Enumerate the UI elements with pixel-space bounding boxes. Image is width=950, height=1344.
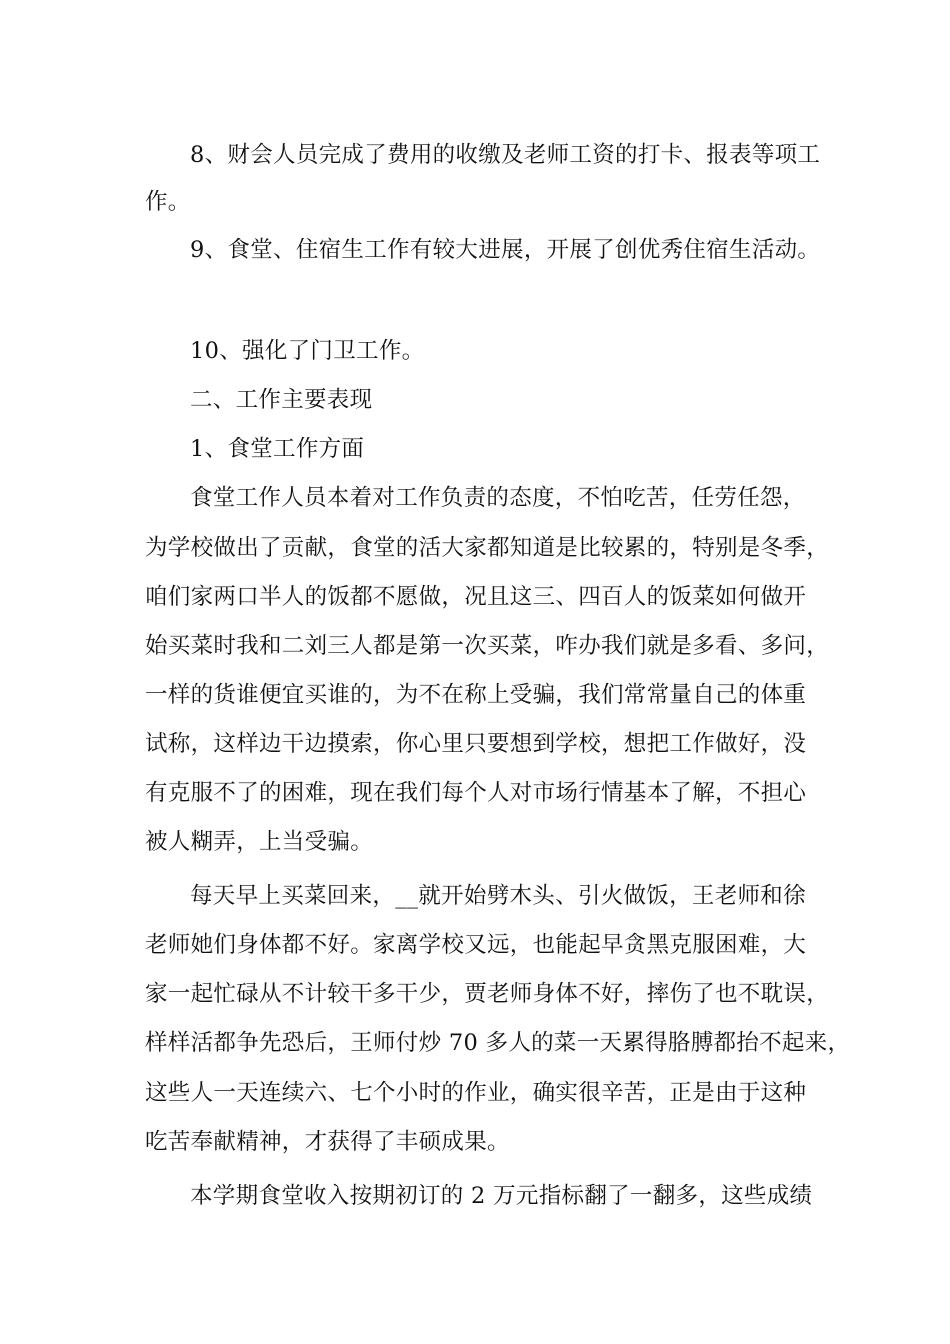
paragraph-10: 10、强化了门卫工作。 xyxy=(190,338,425,364)
paragraph-daily-line-4: 样样活都争先恐后，王师付炒 70 多人的菜一天累得胳膊都抬不起来， xyxy=(145,1030,851,1056)
paragraph-canteen-line-3: 咱们家两口半人的饭都不愿做，况且这三、四百人的饭菜如何做开 xyxy=(145,584,807,610)
paragraph-canteen-line-1: 食堂工作人员本着对工作负责的态度，不怕吃苦，任劳任怨， xyxy=(190,485,806,511)
subsection-heading: 1、食堂工作方面 xyxy=(190,436,365,462)
paragraph-daily-line-6: 吃苦奉献精神，才获得了丰硕成果。 xyxy=(145,1129,510,1155)
paragraph-income-line-1: 本学期食堂收入按期初订的 2 万元指标翻了一翻多，这些成绩 xyxy=(190,1183,813,1209)
paragraph-daily-line-1: 每天早上买菜回来，__就开始劈木头、引火做饭，王老师和徐 xyxy=(190,883,806,909)
paragraph-canteen-line-8: 被人糊弄，上当受骗。 xyxy=(145,829,374,855)
section-heading: 二、工作主要表现 xyxy=(190,387,373,413)
paragraph-canteen-line-5: 一样的货谁便宜买谁的，为不在称上受骗，我们常常量自己的体重 xyxy=(145,682,807,708)
paragraph-canteen-line-4: 始买菜时我和二刘三人都是第一次买菜，咋办我们就是多看、多问， xyxy=(145,633,830,659)
paragraph-9: 9、食堂、住宿生工作有较大进展，开展了创优秀住宿生活动。 xyxy=(190,237,821,263)
paragraph-canteen-line-7: 有克服不了的困难，现在我们每个人对市场行情基本了解，不担心 xyxy=(145,780,807,806)
paragraph-daily-line-5: 这些人一天连续六、七个小时的作业，确实很辛苦，正是由于这种 xyxy=(145,1080,807,1106)
paragraph-daily-line-3: 家一起忙碌从不计较干多干少，贾老师身体不好，摔伤了也不耽误， xyxy=(145,981,830,1007)
paragraph-canteen-line-6: 试称，这样边干边摸索，你心里只要想到学校，想把工作做好，没 xyxy=(145,731,807,757)
paragraph-canteen-line-2: 为学校做出了贡献，食堂的活大家都知道是比较累的，特别是冬季， xyxy=(145,535,830,561)
paragraph-8-line-2: 作。 xyxy=(145,189,191,215)
paragraph-daily-line-2: 老师她们身体都不好。家离学校又远，也能起早贪黑克服困难，大 xyxy=(145,932,807,958)
paragraph-8-line-1: 8、财会人员完成了费用的收缴及老师工资的打卡、报表等项工 xyxy=(190,142,821,168)
